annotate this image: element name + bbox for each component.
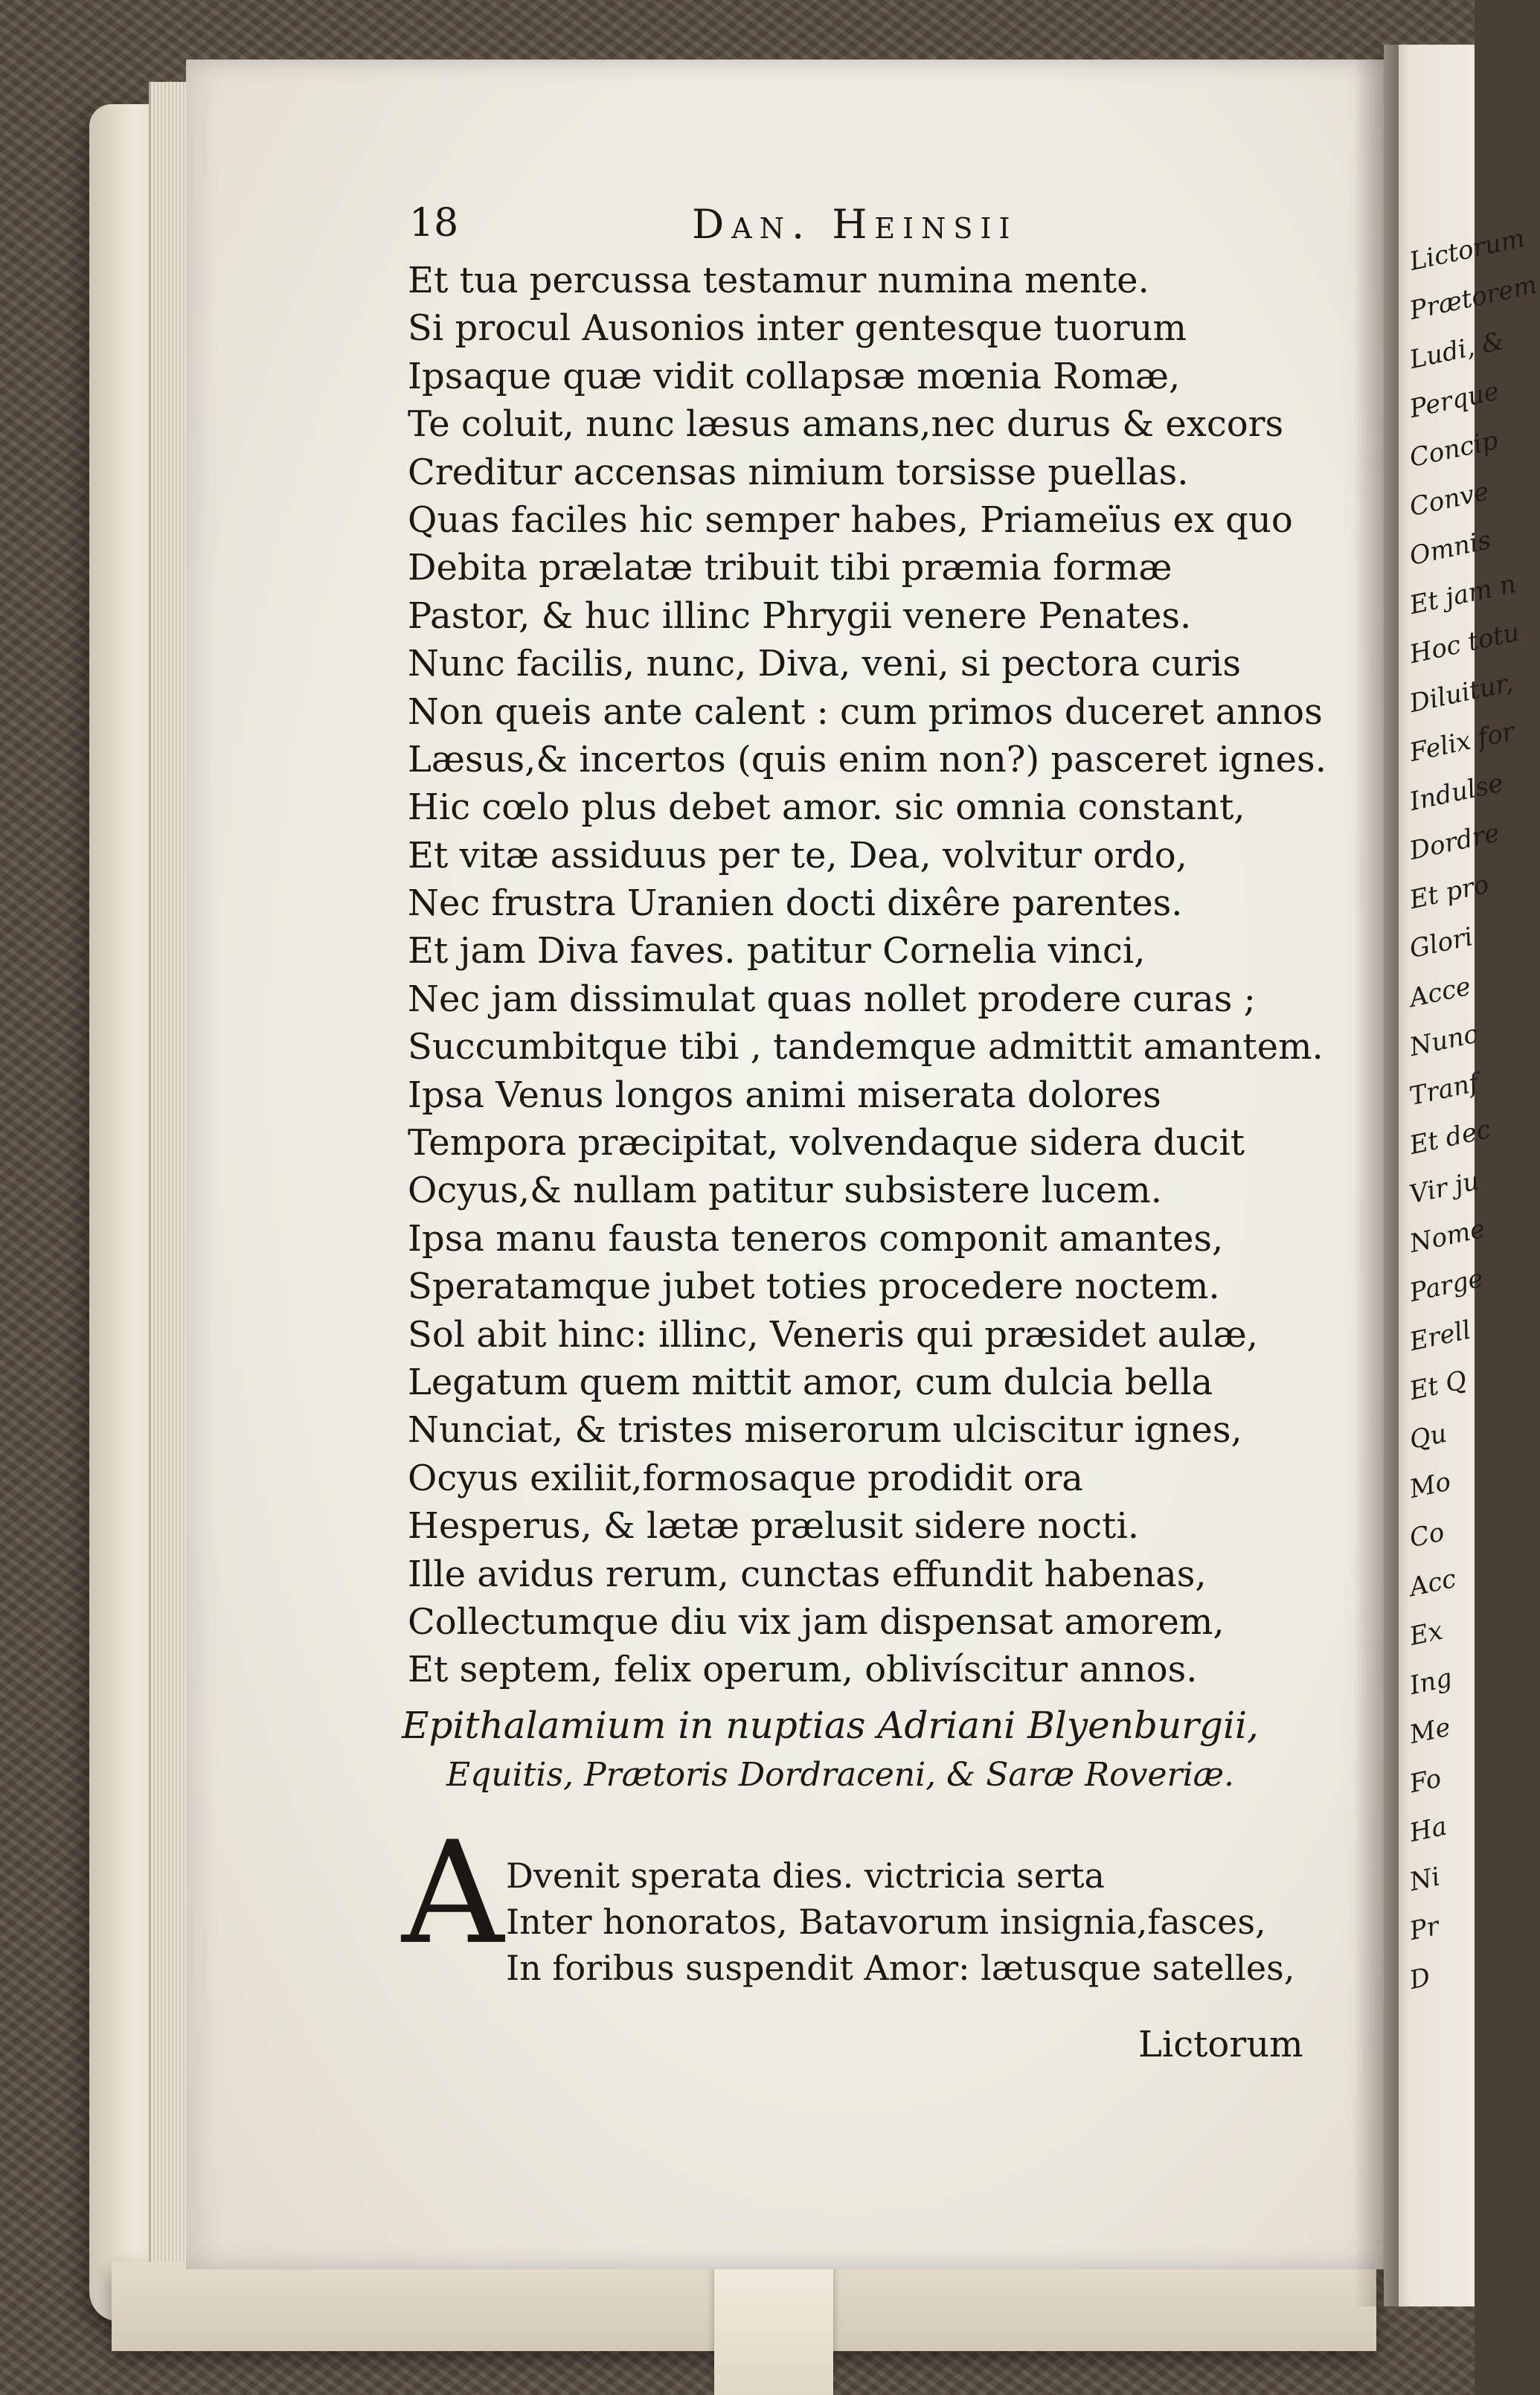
facing-page-fragment: Concip xyxy=(1407,425,1501,474)
facing-page-fragment: Mo xyxy=(1407,1466,1454,1505)
facing-page-fragment: Conve xyxy=(1407,476,1492,523)
facing-page-fragment: Ing xyxy=(1407,1663,1455,1702)
verse-line: Et septem, felix operum, oblivíscitur annos. xyxy=(408,1649,1198,1691)
verse-line: Nec jam dissimulat quas nollet prodere curas ; xyxy=(408,978,1256,1020)
facing-page-fragment: Fo xyxy=(1407,1763,1444,1800)
facing-page-fragment: Omnis xyxy=(1407,525,1494,572)
epithalamium-subtitle: Equitis, Prætoris Dordraceni, & Saræ Roveriæ. xyxy=(446,1756,1235,1794)
facing-page-fragment: Et pro xyxy=(1407,869,1492,916)
verse-line: Et tua percussa testamur numina mente. xyxy=(408,260,1149,301)
epithalamium-line: Dvenit sperata dies. victricia serta xyxy=(506,1856,1105,1896)
facing-page-fragment: Felix for xyxy=(1407,716,1518,769)
facing-page-fragment: Qu xyxy=(1407,1418,1450,1456)
verse-block xyxy=(408,257,1345,1694)
facing-page-fragment: Dordre xyxy=(1407,818,1502,867)
facing-page-fragment: Hoc totu xyxy=(1407,617,1522,670)
facing-page-fragment: D xyxy=(1407,1962,1434,1996)
verse-line: Succumbitque tibi , tandemque admittit amantem. xyxy=(408,1026,1324,1068)
verse-line: Et vitæ assiduus per te, Dea, volvitur ordo, xyxy=(408,834,1187,876)
epithalamium-line: Inter honoratos, Batavorum insignia,fasces, xyxy=(506,1902,1266,1942)
epithalamium-verse xyxy=(506,1853,1369,1991)
facing-page-fragment: Tranf xyxy=(1407,1068,1482,1112)
verse-line: Speratamque jubet toties procedere noctem. xyxy=(408,1266,1220,1308)
facing-page-fragment: Prætorem xyxy=(1407,269,1540,327)
verse-line: Legatum quem mittit amor, cum dulcia bella xyxy=(408,1361,1213,1403)
facing-page-fragment: Et dec xyxy=(1407,1114,1494,1161)
catchword: Lictorum xyxy=(1138,2024,1303,2065)
epithalamium-title: Epithalamium in nuptias Adriani Blyenburgii, xyxy=(402,1704,1259,1747)
verse-line: Te coluit, nunc læsus amans,nec durus & excors xyxy=(408,403,1284,446)
facing-page-fragment: Acce xyxy=(1407,971,1474,1014)
verse-line: Tempora præcipitat, volvendaque sidera ducit xyxy=(408,1122,1245,1164)
verse-line: Pastor, & huc illinc Phrygii venere Penates. xyxy=(408,594,1192,637)
facing-page-fragment: Nome xyxy=(1407,1213,1488,1260)
verse-line: Non queis ante calent : cum primos duceret annos xyxy=(408,690,1323,733)
facing-page-fragment: Ludi, & xyxy=(1407,326,1507,376)
verse-line: Debita prælatæ tribuit tibi præmia formæ xyxy=(408,547,1172,589)
verse-line: Hesperus, & lætæ prælusit sidere nocti. xyxy=(408,1505,1140,1548)
facing-page-fragment: Me xyxy=(1407,1712,1454,1751)
facing-page-fragment: Glori xyxy=(1407,922,1476,965)
page-number: 18 xyxy=(409,201,459,246)
facing-page-fragment: Lictorum xyxy=(1407,223,1528,278)
verse-line: Sol abit hinc: illinc, Veneris qui præsidet aulæ, xyxy=(408,1313,1258,1356)
facing-page-fragment: Perque xyxy=(1407,376,1502,425)
verse-line: Creditur accensas nimium torsisse puellas. xyxy=(408,451,1189,493)
verse-line: Nunc facilis, nunc, Diva, veni, si pectora curis xyxy=(408,643,1241,685)
facing-page-fragment: Erell xyxy=(1407,1315,1474,1358)
facing-page-fragment: Et Q xyxy=(1407,1365,1469,1407)
facing-page-fragment: Et jam n xyxy=(1407,568,1519,621)
verse-line: Ipsa Venus longos animi miserata dolores xyxy=(408,1074,1161,1116)
verse-line: Hic cœlo plus debet amor. sic omnia constant, xyxy=(408,786,1245,829)
verse-line: Ocyus,& nullam patitur subsistere lucem. xyxy=(408,1170,1162,1212)
verse-line: Et jam Diva faves. patitur Cornelia vinci, xyxy=(408,930,1146,972)
facing-page-fragment: Ha xyxy=(1407,1811,1450,1849)
facing-page-fragment: Parge xyxy=(1407,1263,1486,1309)
verse-line: Ipsaque quæ vidit collapsæ mœnia Romæ, xyxy=(408,355,1181,397)
facing-page-fragment: Indulse xyxy=(1407,768,1507,818)
facing-page-fragment: Ex xyxy=(1407,1615,1446,1652)
facing-page-fragment: Vir ju xyxy=(1407,1166,1482,1211)
verse-line: Collectumque diu vix jam dispensat amorem, xyxy=(408,1600,1225,1643)
facing-page-fragment: Acc xyxy=(1407,1563,1459,1603)
bookmark-tab xyxy=(714,2262,833,2395)
verse-line: Ocyus exiliit,formosaque prodidit ora xyxy=(408,1457,1083,1499)
facing-page-fragment: Pr xyxy=(1407,1911,1442,1947)
facing-page-fragment: Diluitur, xyxy=(1407,667,1516,719)
verse-line: Quas faciles hic semper habes, Priameïus ex quo xyxy=(408,498,1293,541)
verse-line: Læsus,& incertos (quis enim non?) pasceret ignes. xyxy=(408,738,1326,780)
facing-page-fragment: Ni xyxy=(1407,1862,1443,1898)
epithalamium-line: In foribus suspendit Amor: lætusque satelles, xyxy=(506,1948,1295,1988)
facing-page-fragment: Nunc xyxy=(1407,1019,1481,1063)
facing-page-fragment: Co xyxy=(1407,1517,1447,1554)
verse-line: Ipsa manu fausta teneros componit amantes, xyxy=(408,1217,1224,1260)
verse-line: Si procul Ausonios inter gentesque tuorum xyxy=(408,307,1187,350)
drop-cap: A xyxy=(402,1811,504,1975)
verse-line: Nunciat, & tristes miserorum ulciscitur ignes, xyxy=(408,1409,1242,1452)
verse-line: Ille avidus rerum, cunctas effundit habenas, xyxy=(408,1553,1207,1595)
running-title: Dan. Heinsii xyxy=(692,201,1018,248)
verse-line: Nec frustra Uranien docti dixêre parentes. xyxy=(408,882,1183,925)
